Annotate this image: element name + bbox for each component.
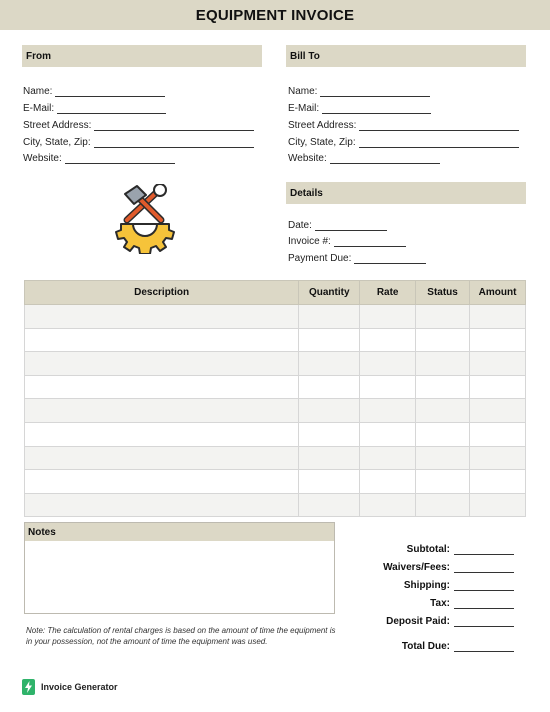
from-website-field[interactable] bbox=[23, 153, 175, 164]
cell-amount[interactable] bbox=[470, 422, 526, 446]
from-street-label: Street Address: bbox=[23, 120, 92, 131]
cell-amount[interactable] bbox=[470, 375, 526, 399]
tax-label: Tax: bbox=[430, 598, 450, 609]
from-heading: From bbox=[26, 50, 51, 62]
table-row bbox=[25, 305, 526, 329]
shipping-label: Shipping: bbox=[403, 580, 450, 591]
cell-quantity[interactable] bbox=[299, 352, 360, 376]
payment-due-line[interactable] bbox=[354, 254, 426, 264]
from-email-field[interactable] bbox=[23, 103, 166, 114]
date-field[interactable] bbox=[288, 220, 387, 231]
cell-status[interactable] bbox=[416, 470, 470, 494]
page-title: EQUIPMENT INVOICE bbox=[195, 6, 355, 24]
notes-header bbox=[25, 523, 334, 541]
cell-description[interactable] bbox=[25, 328, 299, 352]
bill-to-name-field[interactable] bbox=[288, 86, 430, 97]
cell-description[interactable] bbox=[25, 446, 299, 470]
rental-note: Note: The calculation of rental charges is based on the amount of time the equipment is in your possession, not the amount of time the equipment was used. bbox=[26, 626, 336, 646]
details-section-header bbox=[286, 182, 526, 204]
cell-description[interactable] bbox=[25, 422, 299, 446]
cell-quantity[interactable] bbox=[299, 446, 360, 470]
from-email-label: E-Mail: bbox=[23, 103, 55, 114]
invoice-title-bar bbox=[0, 0, 550, 30]
brand-name: Invoice Generator bbox=[41, 682, 118, 692]
cell-description[interactable] bbox=[25, 375, 299, 399]
cell-status[interactable] bbox=[416, 446, 470, 470]
bill-to-name-line[interactable] bbox=[320, 87, 430, 97]
from-street-field[interactable] bbox=[23, 120, 254, 131]
from-name-label: Name: bbox=[23, 86, 53, 97]
from-street-line[interactable] bbox=[94, 121, 254, 131]
bill-to-email-field[interactable] bbox=[288, 103, 431, 114]
cell-status[interactable] bbox=[416, 305, 470, 329]
payment-due-label: Payment Due: bbox=[288, 253, 352, 264]
from-email-line[interactable] bbox=[57, 104, 166, 114]
notes-box[interactable] bbox=[24, 522, 335, 614]
subtotal-label: Subtotal: bbox=[406, 544, 450, 555]
total-due-label: Total Due: bbox=[401, 641, 450, 652]
table-row bbox=[25, 470, 526, 494]
cell-description[interactable] bbox=[25, 305, 299, 329]
cell-amount[interactable] bbox=[470, 493, 526, 517]
cell-amount[interactable] bbox=[470, 328, 526, 352]
col-status: Status bbox=[416, 281, 470, 305]
table-row bbox=[25, 446, 526, 470]
cell-description[interactable] bbox=[25, 470, 299, 494]
total-due-field[interactable] bbox=[402, 641, 514, 652]
table-header-row bbox=[25, 281, 526, 305]
details-heading: Details bbox=[290, 187, 323, 199]
notes-heading: Notes bbox=[28, 526, 56, 538]
cell-quantity[interactable] bbox=[299, 328, 360, 352]
bill-to-street-field[interactable] bbox=[288, 120, 519, 131]
cell-rate[interactable] bbox=[360, 375, 416, 399]
bill-to-street-line[interactable] bbox=[359, 121, 519, 131]
bill-to-city-field[interactable] bbox=[288, 137, 519, 148]
from-name-field[interactable] bbox=[23, 86, 165, 97]
from-section-header bbox=[22, 45, 262, 67]
from-city-field[interactable] bbox=[23, 137, 254, 148]
cell-quantity[interactable] bbox=[299, 305, 360, 329]
from-website-label: Website: bbox=[23, 153, 62, 164]
subtotal-line[interactable] bbox=[454, 545, 514, 555]
deposit-paid-line[interactable] bbox=[454, 617, 514, 627]
invoice-number-label: Invoice #: bbox=[288, 236, 331, 247]
invoice-number-line[interactable] bbox=[334, 237, 406, 247]
from-name-line[interactable] bbox=[55, 87, 165, 97]
cell-rate[interactable] bbox=[360, 493, 416, 517]
cell-rate[interactable] bbox=[360, 352, 416, 376]
bill-to-heading: Bill To bbox=[290, 50, 320, 62]
waivers-fees-line[interactable] bbox=[454, 563, 514, 573]
cell-quantity[interactable] bbox=[299, 399, 360, 423]
bill-to-website-line[interactable] bbox=[330, 154, 440, 164]
payment-due-field[interactable] bbox=[288, 253, 426, 264]
from-city-line[interactable] bbox=[94, 138, 254, 148]
hammer-wrench-gear-icon bbox=[113, 184, 177, 254]
table-row bbox=[25, 493, 526, 517]
bill-to-city-label: City, State, Zip: bbox=[288, 137, 356, 148]
shipping-line[interactable] bbox=[454, 581, 514, 591]
cell-status[interactable] bbox=[416, 375, 470, 399]
table-body bbox=[25, 305, 526, 517]
subtotal-field[interactable] bbox=[407, 544, 514, 555]
from-city-label: City, State, Zip: bbox=[23, 137, 91, 148]
invoice-number-field[interactable] bbox=[288, 236, 406, 247]
col-quantity: Quantity bbox=[299, 281, 360, 305]
tax-field[interactable] bbox=[430, 598, 514, 609]
cell-description[interactable] bbox=[25, 493, 299, 517]
cell-rate[interactable] bbox=[360, 399, 416, 423]
from-website-line[interactable] bbox=[65, 154, 175, 164]
cell-rate[interactable] bbox=[360, 305, 416, 329]
tax-line[interactable] bbox=[454, 599, 514, 609]
col-description: Description bbox=[25, 281, 299, 305]
table-row bbox=[25, 399, 526, 423]
table-row bbox=[25, 328, 526, 352]
cell-status[interactable] bbox=[416, 399, 470, 423]
cell-status[interactable] bbox=[416, 493, 470, 517]
cell-description[interactable] bbox=[25, 399, 299, 423]
date-line[interactable] bbox=[315, 221, 387, 231]
bill-to-website-field[interactable] bbox=[288, 153, 440, 164]
table-row bbox=[25, 375, 526, 399]
cell-rate[interactable] bbox=[360, 470, 416, 494]
bill-to-section-header bbox=[286, 45, 526, 67]
deposit-paid-label: Deposit Paid: bbox=[386, 616, 450, 627]
bill-to-name-label: Name: bbox=[288, 86, 318, 97]
table-row bbox=[25, 352, 526, 376]
cell-rate[interactable] bbox=[360, 328, 416, 352]
cell-rate[interactable] bbox=[360, 422, 416, 446]
table-row bbox=[25, 422, 526, 446]
cell-status[interactable] bbox=[416, 328, 470, 352]
cell-amount[interactable] bbox=[470, 352, 526, 376]
col-rate: Rate bbox=[360, 281, 416, 305]
date-label: Date: bbox=[288, 220, 312, 231]
cell-description[interactable] bbox=[25, 352, 299, 376]
cell-quantity[interactable] bbox=[299, 470, 360, 494]
cell-amount[interactable] bbox=[470, 305, 526, 329]
bill-to-city-line[interactable] bbox=[359, 138, 519, 148]
bill-to-email-line[interactable] bbox=[322, 104, 431, 114]
cell-rate[interactable] bbox=[360, 446, 416, 470]
cell-amount[interactable] bbox=[470, 399, 526, 423]
waivers-fees-label: Waivers/Fees: bbox=[383, 562, 450, 573]
shipping-field[interactable] bbox=[404, 580, 514, 591]
waivers-fees-field[interactable] bbox=[383, 562, 514, 573]
total-due-line[interactable] bbox=[454, 642, 514, 652]
cell-quantity[interactable] bbox=[299, 493, 360, 517]
cell-quantity[interactable] bbox=[299, 422, 360, 446]
lightning-bolt-icon bbox=[22, 679, 35, 695]
cell-status[interactable] bbox=[416, 422, 470, 446]
cell-status[interactable] bbox=[416, 352, 470, 376]
line-items-table bbox=[24, 280, 526, 517]
cell-amount[interactable] bbox=[470, 470, 526, 494]
cell-quantity[interactable] bbox=[299, 375, 360, 399]
deposit-paid-field[interactable] bbox=[386, 616, 514, 627]
brand-logo[interactable] bbox=[22, 679, 118, 695]
cell-amount[interactable] bbox=[470, 446, 526, 470]
bill-to-website-label: Website: bbox=[288, 153, 327, 164]
bill-to-email-label: E-Mail: bbox=[288, 103, 320, 114]
col-amount: Amount bbox=[470, 281, 526, 305]
bill-to-street-label: Street Address: bbox=[288, 120, 357, 131]
